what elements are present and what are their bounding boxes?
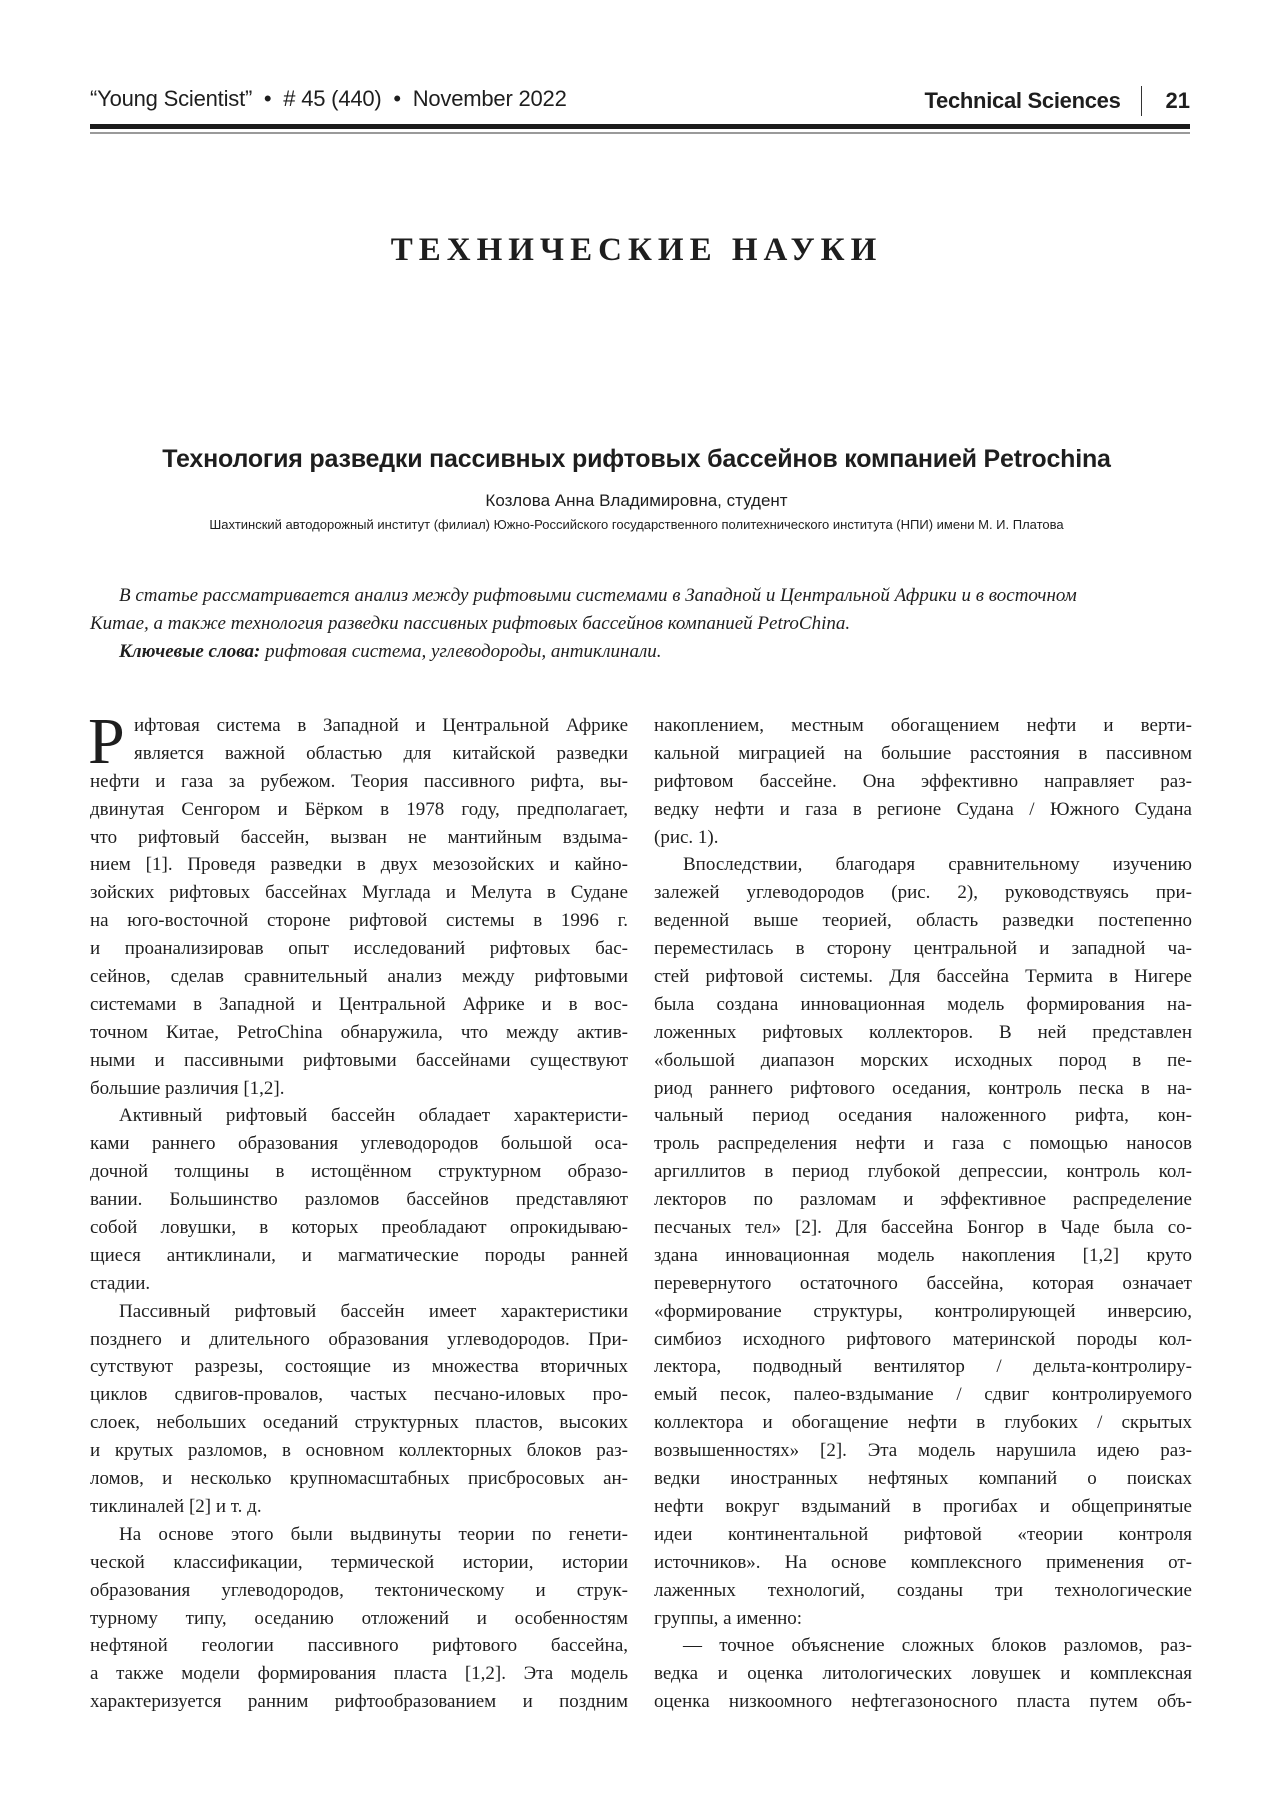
text-line: сутствуют разрезы, состоящие из множества вторичных (90, 1356, 628, 1378)
text-line: ческой классификации, термической истории, истории (90, 1551, 628, 1573)
text-line: вании. Большинство разломов бассейнов представляют (90, 1189, 628, 1211)
section-title: ТЕХНИЧЕСКИЕ НАУКИ (390, 232, 883, 268)
text-line: дочной толщины в истощённом структурном образо- (90, 1161, 628, 1183)
section-name: Technical Sciences (924, 88, 1121, 113)
text-line: источников». На основе комплексного применения от- (654, 1551, 1192, 1573)
text-line: накоплением, местным обогащением нефти и верти- (654, 715, 1192, 736)
text-line: чальный период оседания наложенного рифта, кон- (654, 1105, 1192, 1127)
text-line: «формирование структуры, контролирующей инверсию, (654, 1300, 1192, 1322)
text-line: веденной выше теорией, область разведки постепенно (654, 910, 1192, 932)
paragraph (654, 851, 1192, 1632)
running-header (90, 86, 1190, 116)
text-line: симбиоз исходного рифтового материнской породы кол- (654, 1328, 1192, 1350)
text-line: сейнов, сделав сравнительный анализ между рифтовыми (90, 966, 628, 988)
paragraph (90, 1102, 628, 1297)
text-line: стей рифтовой системы. Для бассейна Термита в Нигере (654, 966, 1192, 988)
text-line: кальной миграцией на большие расстояния в пассивном (654, 742, 1192, 764)
text-line: Пассивный рифтовый бассейн имеет характеристики (119, 1300, 628, 1322)
paragraph (90, 1521, 628, 1716)
header-rule-thin (90, 132, 1190, 134)
text-line: была создана инновационная модель формирования на- (654, 993, 1192, 1015)
text-line: циклов сдвигов-провалов, частых песчано-иловых про- (90, 1384, 628, 1406)
text-line: что рифтовый бассейн, вызван не мантийным вздыма- (90, 826, 628, 848)
paragraph (654, 712, 1192, 851)
body-column-left (88, 705, 628, 1716)
text-line: на юго-восточной стороне рифтовой системы в 1996 г. (90, 910, 628, 932)
text-line: собой ловушки, в которых преобладают опрокидываю- (90, 1217, 628, 1239)
header-rule-thick (90, 124, 1190, 129)
text-line: и проанализировав опыт исследований рифтовых бас- (90, 938, 628, 960)
body-column-right (654, 712, 1192, 1716)
text-line: характеризуется ранним рифтообразованием и поздним (90, 1691, 628, 1713)
text-line: щиеся антиклинали, и магматические породы ранней (90, 1244, 628, 1266)
paragraph (654, 1632, 1192, 1716)
text-line: «большой диапазон морских исходных пород в пе- (654, 1049, 1192, 1071)
text-line: Активный рифтовый бассейн обладает характеристи- (119, 1105, 628, 1127)
text-line: На основе этого были выдвинуты теории по генети- (119, 1523, 628, 1545)
text-line: здана инновационная модель накопления [1,2] круто (654, 1244, 1192, 1266)
text-line: является важной областью для китайской разведки (134, 742, 628, 764)
text-line: и крутых разломов, в основном коллекторных блоков раз- (90, 1440, 628, 1462)
text-line: ными и пассивными рифтовыми бассейнами существуют (90, 1049, 628, 1071)
abstract-line: В статье рассматривается анализ между рифтовыми системами в Западной и Центральной Африки и в восточном (119, 585, 1077, 606)
text-line: точном Китае, PetroChina обнаружила, что между актив- (90, 1021, 628, 1043)
text-line: троль распределения нефти и газа с помощью наносов (654, 1133, 1192, 1155)
text-line: песчаных тел» [2]. Для бассейна Бонгор в Чаде была со- (654, 1217, 1192, 1239)
text-line: тиклиналей [2] и т. д. (90, 1495, 262, 1517)
text-line: ломов, и несколько крупномасштабных присбросовых ан- (90, 1468, 628, 1490)
text-line: емый песок, палео-вздымание / сдвиг контролируемого (654, 1384, 1192, 1406)
running-header-right (925, 86, 1190, 116)
journal-issue-info: “Young Scientist” • # 45 (440) • November 2022 (90, 86, 567, 111)
text-line: двинутая Сенгором и Бёрком в 1978 году, предполагает, (90, 798, 628, 820)
text-line: оценка низкоомного нефтегазоносного пласта путем объ- (654, 1691, 1192, 1713)
text-line: ифтовая система в Западной и Центральной Африке (134, 715, 628, 736)
text-line: аргиллитов в период глубокой депрессии, контроль кол- (654, 1161, 1192, 1183)
text-line: перевернутого остаточного бассейна, которая означает (654, 1272, 1192, 1294)
page-number: 21 (1165, 88, 1190, 113)
text-line: рифтовом бассейне. Она эффективно направляет раз- (654, 770, 1192, 792)
text-line: позднего и длительного образования углеводородов. При- (90, 1328, 628, 1350)
text-line: (рис. 1). (654, 826, 719, 848)
keywords-text: рифтовая система, углеводороды, антиклинали. (260, 641, 662, 662)
abstract-line: Китае, а также технология разведки пассивных рифтовых бассейнов компанией PetroChina. (90, 613, 851, 634)
abstract (90, 582, 1190, 666)
text-line: залежей углеводородов (рис. 2), руководствуясь при- (654, 882, 1192, 904)
text-line: зойских рифтовых бассейнах Муглада и Мелута в Судане (90, 882, 628, 904)
text-line: — точное объяснение сложных блоков разломов, раз- (683, 1635, 1192, 1657)
text-line: лектора, подводный вентилятор / дельта-контролиру- (654, 1356, 1192, 1378)
text-line: а также модели формирования пласта [1,2]. Эта модель (90, 1663, 628, 1685)
text-line: нефти и газа за рубежом. Теория пассивного рифта, вы- (90, 770, 628, 792)
author: Козлова Анна Владимировна, студент (485, 491, 788, 510)
text-line: слоек, небольших оседаний структурных пластов, высоких (90, 1412, 628, 1434)
text-line: системами в Западной и Центральной Африке и в вос- (90, 993, 628, 1015)
text-line: ками раннего образования углеводородов большой оса- (90, 1133, 628, 1155)
text-line: нефти вокруг вздыманий в прогибах и общепринятые (654, 1495, 1192, 1517)
text-line: риод раннего рифтового оседания, контроль песка в на- (654, 1077, 1192, 1099)
keywords (90, 638, 1190, 666)
text-line: нефтяной геологии пассивного рифтового бассейна, (90, 1635, 628, 1657)
text-line: Впоследствии, благодаря сравнительному изучению (683, 854, 1192, 876)
text-line: большие различия [1,2]. (90, 1077, 285, 1099)
paragraph (88, 705, 628, 1102)
text-line: лаженных технологий, созданы три технологические (654, 1579, 1192, 1601)
text-line: группы, а именно: (654, 1607, 803, 1629)
text-line: идеи континентальной рифтовой «теории контроля (654, 1523, 1192, 1545)
text-line: ведки иностранных нефтяных компаний о поисках (654, 1468, 1192, 1490)
text-line: ложенных рифтовых коллекторов. В ней представлен (654, 1021, 1192, 1043)
header-divider (1141, 86, 1142, 116)
article-title: Технология разведки пассивных рифтовых бассейнов компанией Petrochina (162, 445, 1111, 473)
text-line: переместилась в сторону центральной и западной ча- (654, 938, 1192, 960)
text-line: стадии. (90, 1272, 151, 1294)
text-line: образования углеводородов, тектоническому и струк- (90, 1579, 628, 1601)
keywords-label: Ключевые слова: (119, 641, 261, 662)
text-line: коллектора и обогащение нефти в глубоких / скрытых (654, 1412, 1192, 1434)
text-line: ведку нефти и газа в регионе Судана / Южного Судана (654, 798, 1192, 820)
text-line: турному типу, оседанию отложений и особенностям (90, 1607, 628, 1629)
text-line: лекторов по разломам и эффективное распределение (654, 1189, 1192, 1211)
affiliation: Шахтинский автодорожный институт (филиал) Южно-Российского государственного политехнического института (НПИ) имени М. И. Платова (209, 517, 1064, 532)
text-line: возвышенностях» [2]. Эта модель нарушила идею раз- (654, 1440, 1192, 1462)
drop-cap: Р (88, 705, 125, 778)
text-line: ведка и оценка литологических ловушек и комплексная (654, 1663, 1192, 1685)
paragraph (90, 1298, 628, 1521)
text-line: нием [1]. Проведя разведки в двух мезозойских и кайно- (90, 854, 628, 876)
